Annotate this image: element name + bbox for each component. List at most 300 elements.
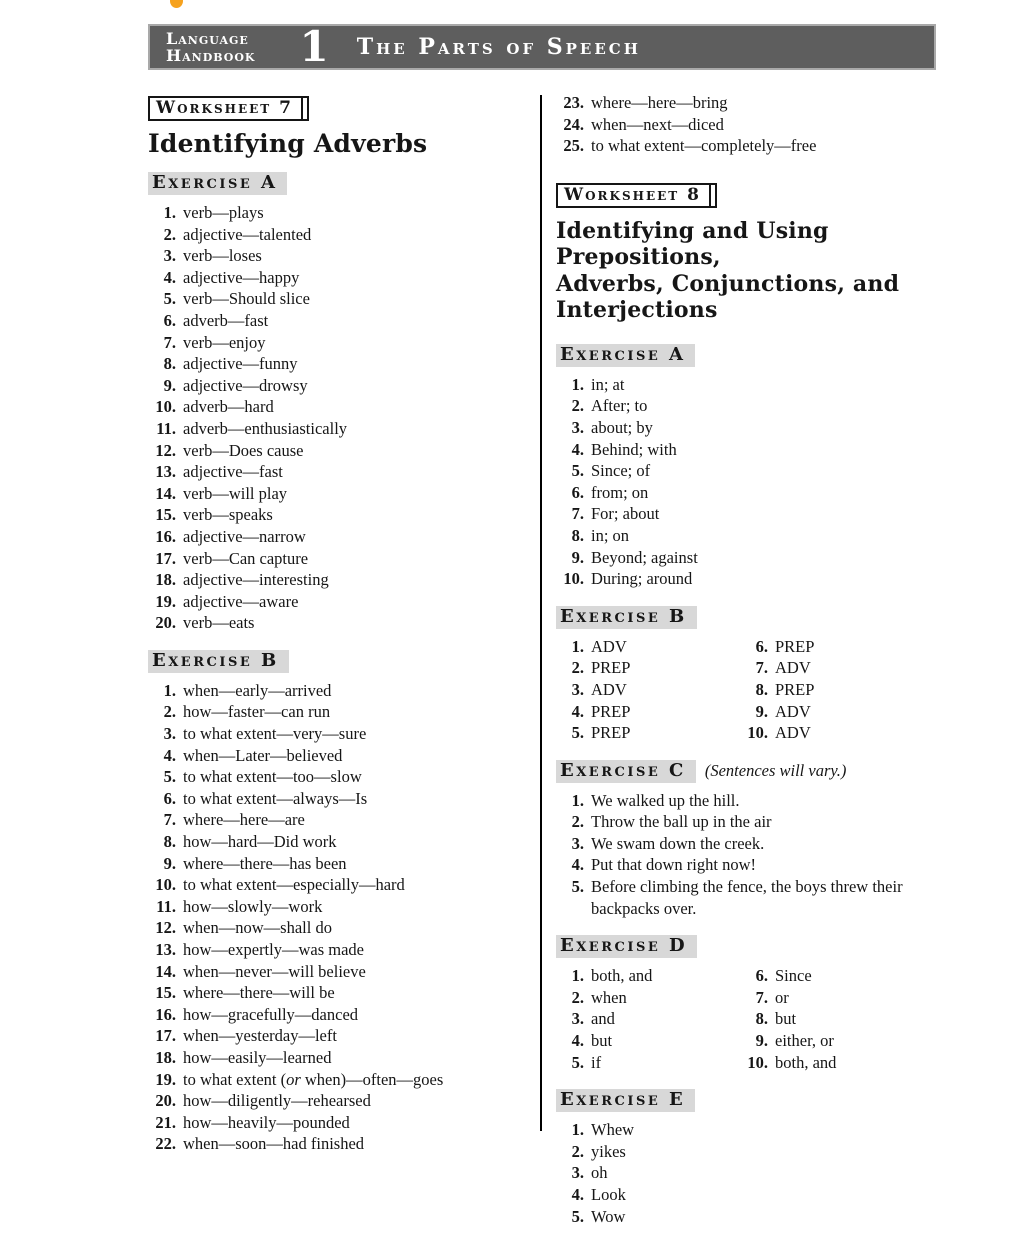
item-number: 6. [163, 788, 176, 808]
ws8-exercise-c-heading-row [556, 744, 966, 790]
ws7-exercise-b-heading-text: Exercise B [152, 649, 279, 671]
list-item [734, 1052, 966, 1074]
item-number: 18. [155, 1047, 176, 1067]
item-text: verb—eats [183, 613, 255, 633]
item-number: 3. [571, 417, 584, 437]
item-number: 4. [571, 439, 584, 459]
item-number: 8. [755, 679, 768, 699]
item-text: about; by [591, 417, 653, 437]
item-text: to what extent—very—sure [183, 724, 367, 744]
item-text: verb—Should slice [183, 289, 310, 309]
item-text: when—now—shall do [183, 918, 332, 938]
item-text: adjective—drowsy [183, 375, 308, 395]
item-text: adjective—interesting [183, 570, 329, 590]
item-text: We swam down the creek. [591, 833, 765, 853]
list-item [148, 332, 532, 354]
item-text: Whew [591, 1120, 635, 1140]
item-text: Since [775, 966, 812, 986]
item-text: when—yesterday—left [183, 1026, 337, 1046]
list-item [556, 854, 966, 876]
list-item [556, 395, 966, 417]
item-number: 4. [571, 1031, 584, 1051]
item-number: 15. [155, 983, 176, 1003]
worksheet-8-label-text: Worksheet 8 [564, 184, 701, 205]
item-number: 6. [755, 966, 768, 986]
item-number: 5. [571, 461, 584, 481]
list-item [148, 680, 532, 702]
worksheet-7-title: Identifying Adverbs [148, 129, 428, 158]
item-text: or [775, 987, 789, 1007]
item-number: 2. [571, 658, 584, 678]
list-item [148, 723, 532, 745]
item-number: 25. [563, 136, 584, 156]
ws8-exercise-a-heading [556, 344, 695, 367]
list-item [148, 245, 532, 267]
list-item [148, 766, 532, 788]
item-number: 3. [571, 1163, 584, 1183]
item-text: where—here—bring [591, 93, 728, 112]
list-item [556, 1008, 734, 1030]
list-item [148, 1112, 532, 1134]
list-item [556, 679, 734, 701]
chapter-title: The Parts of Speech [356, 34, 641, 60]
item-text: Wow [591, 1206, 626, 1226]
item-number: 5. [163, 289, 176, 309]
item-text: adverb—fast [183, 310, 269, 330]
item-number: 6. [755, 636, 768, 656]
item-number: 17. [155, 1026, 176, 1046]
ws7-exercise-a-answers [148, 202, 532, 634]
list-item [148, 788, 532, 810]
item-text: how—gracefully—danced [183, 1004, 359, 1024]
item-text: to what extent—especially—hard [183, 875, 405, 895]
list-item [556, 525, 966, 547]
item-number: 11. [156, 896, 176, 916]
ws8-exercise-d-heading-text: Exercise D [560, 935, 688, 957]
item-number: 10. [155, 875, 176, 895]
list-item [148, 504, 532, 526]
worksheet-8-title-line3: Interjections [556, 297, 718, 324]
list-item [148, 310, 532, 332]
ws8-exercise-e-heading [556, 1089, 695, 1112]
item-number: 5. [571, 877, 584, 897]
list-item [556, 657, 734, 679]
list-item [148, 440, 532, 462]
list-item [556, 114, 966, 136]
item-text: ADV [775, 658, 811, 678]
ws7-exercise-b-answers-continued [556, 92, 966, 157]
worksheet-8-title [556, 218, 966, 324]
logo-tip-icon [170, 0, 183, 8]
list-item [734, 657, 966, 679]
list-item [148, 853, 532, 875]
item-text: verb—plays [183, 203, 264, 222]
list-item [148, 461, 532, 483]
list-item [148, 809, 532, 831]
item-text: PREP [775, 679, 815, 699]
list-item [556, 701, 734, 723]
item-number: 4. [571, 701, 584, 721]
list-item [148, 548, 532, 570]
item-text: how—slowly—work [183, 896, 323, 916]
chapter-header-bar [148, 24, 936, 70]
item-number: 7. [755, 658, 768, 678]
list-item [556, 417, 966, 439]
ws8-exercise-a-answers [556, 374, 966, 590]
list-item [148, 569, 532, 591]
item-number: 4. [571, 1185, 584, 1204]
item-number: 12. [155, 918, 176, 938]
item-text: where—here—are [183, 810, 305, 830]
list-item [556, 1119, 966, 1141]
item-text: adverb—hard [183, 397, 274, 417]
item-text: adjective—fast [183, 462, 283, 482]
item-text: ADV [591, 636, 627, 656]
item-text: ADV [775, 723, 811, 743]
ws8-exercise-a-heading-text: Exercise A [560, 343, 686, 365]
list-item [148, 288, 532, 310]
list-item [148, 1025, 532, 1047]
item-text: verb—enjoy [183, 332, 266, 352]
item-text: where—there—will be [183, 983, 335, 1003]
ws8-exercise-d-heading [556, 935, 697, 958]
list-item [556, 965, 734, 987]
item-number: 17. [155, 548, 176, 568]
item-number: 6. [571, 482, 584, 502]
item-text: adjective—talented [183, 224, 312, 244]
item-text: PREP [591, 723, 631, 743]
list-item [734, 1030, 966, 1052]
ws8-exercise-c-heading-text: Exercise C [560, 759, 686, 781]
item-number: 1. [571, 1120, 584, 1140]
list-item [556, 1030, 734, 1052]
item-number: 8. [163, 832, 176, 852]
item-text: both, and [775, 1052, 837, 1072]
list-item [148, 1090, 532, 1112]
ws8-exercise-b-answers [556, 636, 966, 744]
item-text: to what extent—too—slow [183, 767, 362, 787]
item-number: 21. [155, 1112, 176, 1132]
item-number: 7. [163, 332, 176, 352]
list-item [148, 745, 532, 767]
item-number: 11. [156, 418, 176, 438]
item-text: adverb—enthusiastically [183, 418, 348, 438]
item-text: how—heavily—pounded [183, 1112, 350, 1132]
list-item [556, 1162, 966, 1184]
item-number: 5. [571, 1206, 584, 1226]
worksheet-8-label [556, 183, 717, 208]
item-number: 13. [155, 462, 176, 482]
item-text: For; about [591, 504, 660, 524]
ws8-exercise-c-note: (Sentences will vary.) [704, 760, 847, 780]
item-text: Look [591, 1185, 626, 1204]
chapter-number: 1 [299, 22, 329, 71]
right-column [556, 92, 966, 1227]
item-number: 13. [155, 940, 176, 959]
ws8-exercise-d-answers [556, 965, 966, 1073]
item-number: 2. [571, 812, 584, 832]
list-item [148, 224, 532, 246]
item-number: 12. [155, 440, 176, 460]
ws8-exercise-c-answers [556, 790, 966, 920]
item-text: Since; of [591, 461, 651, 481]
item-text: verb—speaks [183, 505, 273, 525]
item-text: but [775, 1009, 797, 1029]
list-item [556, 1184, 966, 1206]
item-number: 15. [155, 505, 176, 525]
list-item [734, 679, 966, 701]
list-item [734, 987, 966, 1009]
list-item [148, 267, 532, 289]
list-item [556, 568, 966, 590]
worksheet-7-label-text: Worksheet 7 [156, 98, 293, 118]
item-number: 19. [155, 591, 176, 611]
list-item [556, 811, 966, 833]
item-number: 2. [571, 1141, 584, 1161]
ws7-exercise-b-answers [148, 680, 532, 1155]
item-number: 4. [163, 267, 176, 287]
item-text: verb—loses [183, 246, 262, 266]
list-item [148, 982, 532, 1004]
item-text: adjective—narrow [183, 526, 306, 546]
item-text: Beyond; against [591, 547, 698, 567]
list-item [556, 439, 966, 461]
item-text: Behind; with [591, 439, 677, 459]
item-text: how—hard—Did work [183, 832, 337, 852]
ws8-exercise-b-answers-col2 [734, 636, 966, 744]
list-item [148, 1047, 532, 1069]
list-item [556, 636, 734, 658]
item-number: 5. [571, 723, 584, 743]
list-item [148, 353, 532, 375]
item-number: 1. [571, 790, 584, 810]
list-item [734, 965, 966, 987]
list-item [148, 896, 532, 918]
item-text: verb—Can capture [183, 548, 309, 568]
item-number: 1. [163, 680, 176, 700]
list-item [556, 722, 734, 744]
item-number: 1. [571, 966, 584, 986]
item-number: 2. [163, 702, 176, 722]
ws8-exercise-e-answers [556, 1119, 966, 1227]
item-number: 8. [571, 525, 584, 545]
list-item [148, 1133, 532, 1155]
list-item [148, 831, 532, 853]
item-text: oh [591, 1163, 608, 1183]
item-text: to what extent—completely—free [591, 136, 817, 156]
item-text: Before climbing the fence, the boys threw their backpacks over. [591, 877, 903, 918]
item-number: 3. [571, 679, 584, 699]
list-item [148, 591, 532, 613]
ws8-exercise-b-answers-col1 [556, 636, 734, 744]
list-item [556, 92, 966, 114]
item-text: how—expertly—was made [183, 940, 364, 959]
item-number: 19. [155, 1069, 176, 1089]
list-item [556, 987, 734, 1009]
item-number: 7. [571, 504, 584, 524]
list-item [556, 482, 966, 504]
ws8-exercise-e-heading-text: Exercise E [560, 1089, 686, 1111]
item-number: 20. [155, 613, 176, 633]
item-number: 22. [155, 1134, 176, 1154]
left-column [148, 96, 532, 1155]
list-item [734, 636, 966, 658]
handbook-label [166, 30, 255, 64]
worksheet-8-title-line1: Identifying and Using Prepositions, [556, 217, 829, 271]
item-number: 24. [563, 114, 584, 134]
item-text: when—early—arrived [183, 680, 332, 700]
item-text: verb—Does cause [183, 440, 304, 460]
item-number: 10. [747, 723, 768, 743]
list-item [148, 418, 532, 440]
item-number: 3. [571, 833, 584, 853]
list-item [556, 1141, 966, 1163]
item-number: 10. [563, 569, 584, 589]
item-text: Put that down right now! [591, 855, 756, 875]
item-text: We walked up the hill. [591, 790, 740, 810]
item-number: 1. [571, 374, 584, 394]
list-item [148, 1004, 532, 1026]
item-number: 5. [571, 1052, 584, 1072]
list-item [556, 1052, 734, 1074]
handbook-label-line2: Handbook [166, 46, 256, 65]
list-item [148, 939, 532, 961]
item-number: 3. [163, 724, 176, 744]
item-text: when [591, 987, 627, 1007]
item-text: in; on [591, 525, 630, 545]
item-number: 14. [155, 961, 176, 981]
item-number: 1. [163, 203, 176, 222]
item-number: 5. [163, 767, 176, 787]
worksheet-8-title-line2: Adverbs, Conjunctions, and [556, 270, 900, 297]
list-item [556, 1206, 966, 1228]
ws8-exercise-b-heading-text: Exercise B [560, 605, 687, 627]
item-number: 16. [155, 1004, 176, 1024]
item-number: 9. [755, 701, 768, 721]
ws7-exercise-a-heading-text: Exercise A [152, 172, 278, 193]
item-number: 7. [755, 987, 768, 1007]
item-number: 9. [755, 1031, 768, 1051]
list-item [556, 135, 966, 157]
item-text: where—there—has been [183, 853, 347, 873]
item-text: yikes [591, 1141, 626, 1161]
item-number: 8. [163, 354, 176, 374]
item-text: either, or [775, 1031, 834, 1051]
item-number: 6. [163, 310, 176, 330]
list-item [148, 375, 532, 397]
item-text: PREP [591, 701, 631, 721]
item-text: adjective—happy [183, 267, 300, 287]
item-number: 3. [163, 246, 176, 266]
list-item [148, 874, 532, 896]
item-text: Throw the ball up in the air [591, 812, 772, 832]
item-text: adjective—funny [183, 354, 298, 374]
ws8-exercise-d-answers-col1 [556, 965, 734, 1073]
column-divider [540, 95, 542, 1131]
item-number: 8. [755, 1009, 768, 1029]
item-number: 14. [155, 483, 176, 503]
list-item [556, 833, 966, 855]
item-number: 23. [563, 93, 584, 112]
item-number: 9. [571, 547, 584, 567]
item-text: verb—will play [183, 483, 288, 503]
ws8-exercise-c-heading [556, 760, 696, 783]
item-number: 18. [155, 570, 176, 590]
list-item [148, 701, 532, 723]
item-text: when—soon—had finished [183, 1134, 365, 1154]
list-item [148, 1069, 532, 1091]
item-text: when—Later—believed [183, 745, 343, 765]
list-item [148, 483, 532, 505]
item-text: how—diligently—rehearsed [183, 1091, 371, 1111]
item-number: 16. [155, 526, 176, 546]
list-item [734, 701, 966, 723]
list-item [556, 374, 966, 396]
list-item [556, 460, 966, 482]
item-text: and [591, 1009, 615, 1029]
item-text: when—never—will believe [183, 961, 366, 981]
item-text: PREP [591, 658, 631, 678]
ws8-exercise-d-answers-col2 [734, 965, 966, 1073]
item-text: After; to [591, 396, 648, 416]
item-text: ADV [775, 701, 811, 721]
item-number: 2. [571, 396, 584, 416]
list-item [556, 876, 966, 919]
ws7-exercise-a-heading [148, 172, 287, 195]
item-text: from; on [591, 482, 649, 502]
list-item [148, 396, 532, 418]
item-text: both, and [591, 966, 653, 986]
item-text: when—next—diced [591, 114, 724, 134]
list-item [734, 1008, 966, 1030]
item-number: 10. [155, 397, 176, 417]
item-number: 7. [163, 810, 176, 830]
item-number: 9. [163, 375, 176, 395]
item-number: 2. [571, 987, 584, 1007]
list-item [148, 612, 532, 634]
list-item [734, 722, 966, 744]
item-number: 3. [571, 1009, 584, 1029]
item-text: in; at [591, 374, 625, 394]
handbook-label-line1: Language [166, 29, 249, 48]
item-number: 4. [163, 745, 176, 765]
worksheet-7-label [148, 96, 309, 121]
item-text: to what extent—always—Is [183, 788, 368, 808]
item-number: 4. [571, 855, 584, 875]
list-item [148, 961, 532, 983]
list-item [148, 917, 532, 939]
list-item [556, 547, 966, 569]
item-number: 10. [747, 1052, 768, 1072]
item-number: 9. [163, 853, 176, 873]
ws7-exercise-b-heading [148, 650, 289, 673]
item-text: adjective—aware [183, 591, 299, 611]
item-number: 20. [155, 1091, 176, 1111]
item-text: to what extent (or when)—often—goes [183, 1069, 444, 1089]
list-item [148, 526, 532, 548]
list-item [148, 202, 532, 224]
item-text: how—faster—can run [183, 702, 331, 722]
item-text: During; around [591, 569, 693, 589]
item-text: how—easily—learned [183, 1047, 332, 1067]
item-text: but [591, 1031, 613, 1051]
ws8-exercise-b-heading [556, 606, 697, 629]
list-item [556, 503, 966, 525]
item-number: 1. [571, 636, 584, 656]
item-text: if [591, 1052, 602, 1072]
list-item [556, 790, 966, 812]
item-text: ADV [591, 679, 627, 699]
